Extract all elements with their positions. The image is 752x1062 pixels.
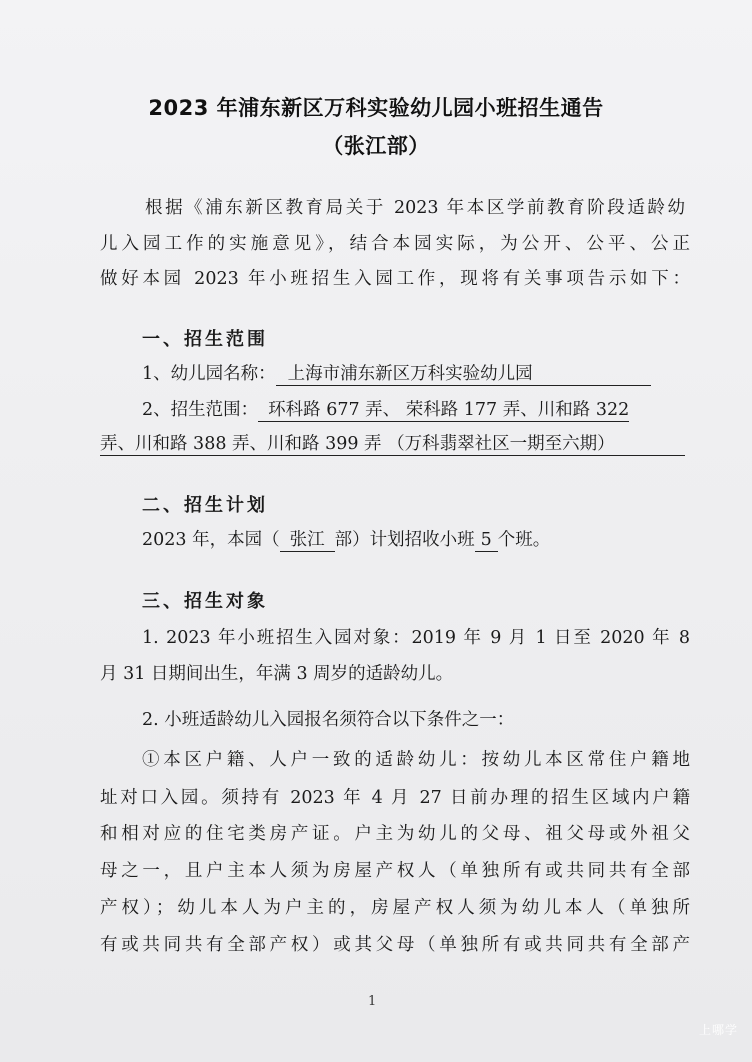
section-1-item-2	[142, 398, 690, 422]
section-1-item-1	[142, 362, 690, 386]
intro-line-1: 根据《浦东新区教育局关于 2023 年本区学前教育阶段适龄幼	[145, 198, 685, 218]
plan-text-b: 部）计划招收小班	[334, 530, 475, 550]
section-1-heading: 一、招生范围	[142, 329, 268, 350]
intro-line-3: 做好本园 2023 年小班招生入园工作，现将有关事项告示如下：	[100, 269, 690, 289]
section-3-heading: 三、招生对象	[142, 591, 268, 612]
section-3-line-8: 产权）；幼儿本人为户主的，房屋产权人须为幼儿本人（单独所	[100, 898, 690, 918]
document-subtitle: （张江部）	[322, 134, 430, 158]
class-count-value: 5	[475, 529, 498, 552]
plan-text-c: 个班。	[497, 530, 551, 550]
section-3-line-7: 母之一，且户主本人须为房屋产权人（单独所有或共同共有全部	[100, 861, 690, 881]
page-number: 1	[368, 994, 377, 1009]
section-2-heading: 二、招生计划	[142, 495, 268, 516]
section-3-line-6: 和相对应的住宅类房产证。户主为幼儿的父母、祖父母或外祖父	[100, 824, 690, 844]
enrollment-range-label: 2、招生范围：	[142, 400, 259, 420]
watermark-text: 上哪学	[698, 1023, 738, 1037]
kindergarten-name-label: 1、幼儿园名称：	[142, 364, 276, 384]
section-3-line-2: 月 31 日期间出生，年满 3 周岁的适龄幼儿。	[100, 664, 454, 684]
section-3-line-5: 址对口入园。须持有 2023 年 4 月 27 日前办理的招生区域内户籍	[100, 788, 690, 808]
intro-line-2: 儿入园工作的实施意见》，结合本园实际，为公开、公平、公正	[100, 234, 690, 254]
section-3-line-1: 1. 2023 年小班招生入园对象：2019 年 9 月 1 日至 2020 年 8	[142, 628, 690, 648]
enrollment-range-value-1: 环科路 677 弄、 荣科路 177 弄、川和路 322	[258, 399, 629, 422]
document-title: 2023 年浦东新区万科实验幼儿园小班招生通告	[148, 96, 604, 120]
section-2-plan	[142, 528, 690, 552]
section-1-item-2-cont	[100, 432, 690, 456]
section-3-line-3: 2. 小班适龄幼儿入园报名须符合以下条件之一：	[142, 710, 515, 730]
section-3-line-9: 有或共同共有全部产权）或其父母（单独所有或共同共有全部产	[100, 935, 690, 955]
campus-name-value: 张江	[280, 529, 335, 552]
section-3-line-4: ①本区户籍、人户一致的适龄幼儿：按幼儿本区常住户籍地	[142, 750, 690, 770]
enrollment-range-value-2: 弄、川和路 388 弄、川和路 399 弄 （万科翡翠社区一期至六期）	[100, 433, 685, 456]
plan-text-a: 2023 年，本园（	[142, 530, 280, 550]
kindergarten-name-value: 上海市浦东新区万科实验幼儿园	[276, 363, 651, 386]
